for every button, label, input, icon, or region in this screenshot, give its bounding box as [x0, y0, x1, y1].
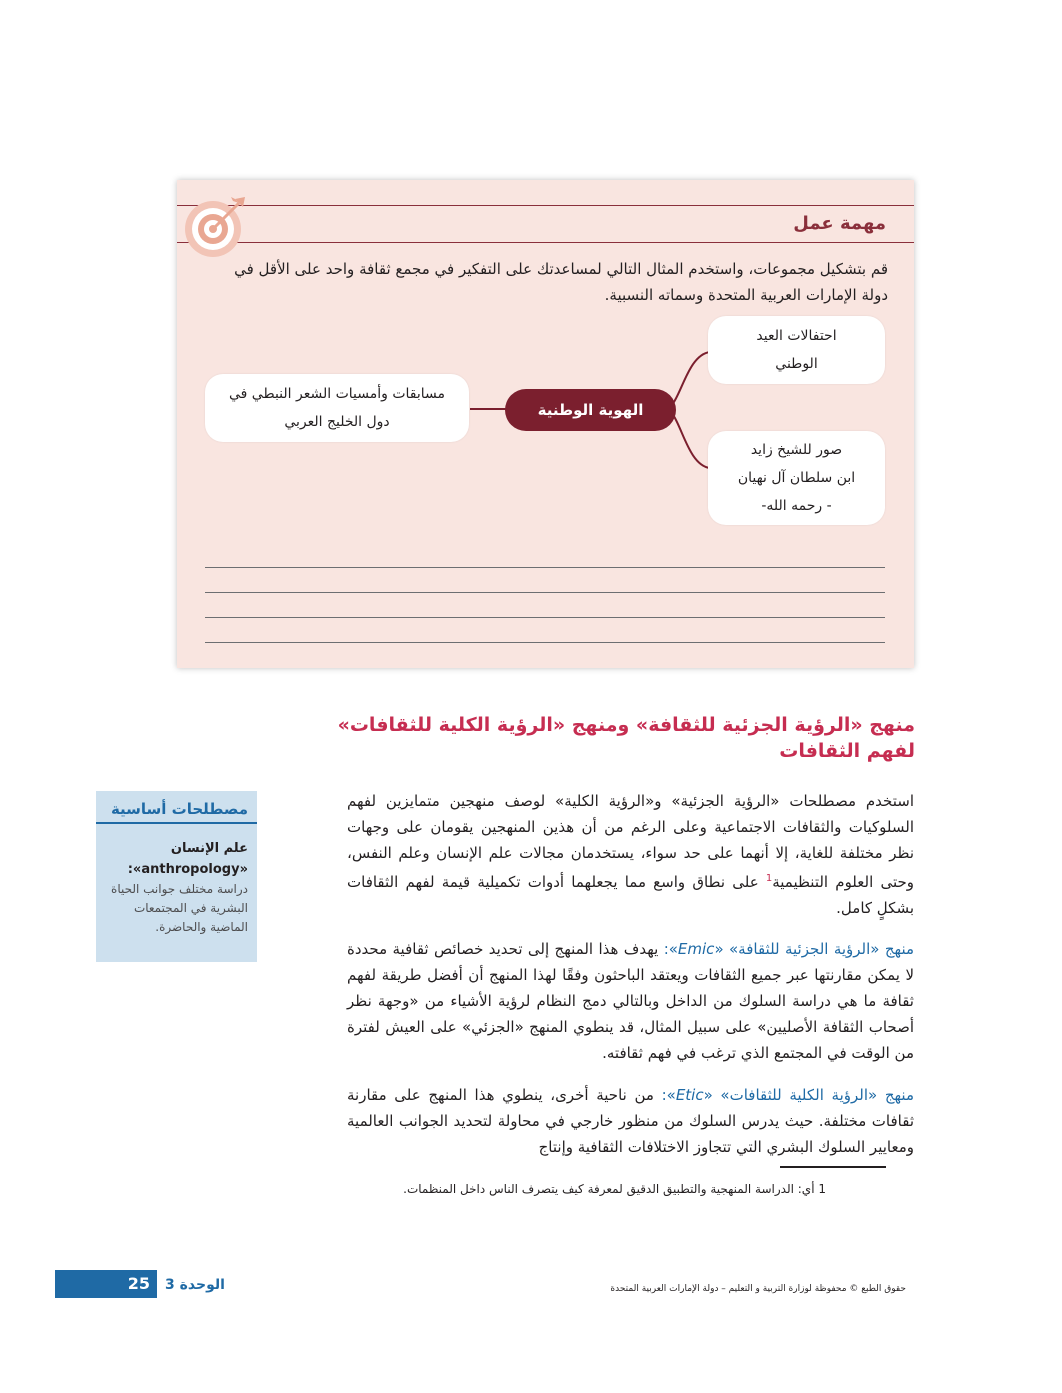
term-etic-en: Etic	[675, 1086, 704, 1104]
target-arrow-icon	[183, 193, 249, 259]
node-text-line: مسابقات وأمسيات الشعر النبطي في	[228, 386, 446, 402]
task-instructions: قم بتشكيل مجموعات، واستخدم المثال التالي لمساعدتك على التفكير في مجمع ثقافة واحد على الأقل في دولة الإمارات العربية المتحدة وسماته النسبية.	[234, 260, 888, 304]
term-emic-end: »:	[663, 940, 678, 958]
sidebar-title: مصطلحات أساسية	[110, 800, 248, 818]
node-text-line: ابن سلطان آل نهيان	[737, 470, 856, 486]
sidebar-term	[104, 838, 248, 880]
mindmap-node-nabati-poetry	[205, 374, 469, 442]
node-text-line: - رحمه الله-	[761, 498, 832, 514]
copyright-notice: حقوق الطبع © محفوظة لوزارة التربية و التعليم – دولة الإمارات العربية المتحدة	[610, 1284, 906, 1294]
mindmap-node-national-day	[708, 316, 885, 384]
term-etic: منهج «الرؤية الكلية للثقافات» «	[703, 1086, 914, 1104]
paragraph-text: على نطاق واسع مما يجعلهما أدوات تكميلية قيمة لفهم الثقافات بشكلٍ كامل.	[347, 873, 914, 917]
term-emic-en: Emic	[677, 940, 715, 958]
mindmap-node-sheikh-zayed	[708, 431, 885, 525]
mindmap-center-node: الهوية الوطنية	[505, 389, 676, 431]
answer-line[interactable]	[205, 592, 885, 593]
answer-line[interactable]	[205, 567, 885, 568]
unit-label: الوحدة 3	[165, 1277, 225, 1293]
answer-line[interactable]	[205, 642, 885, 643]
task-title: مهمة عمل	[793, 213, 886, 234]
paragraph-etic	[347, 1082, 914, 1160]
node-text-line: صور للشيخ زايد	[750, 442, 843, 458]
footnote-rule	[780, 1166, 886, 1168]
answer-line[interactable]	[205, 617, 885, 618]
node-text-line: احتفالات العيد	[756, 328, 837, 344]
term-emic: منهج «الرؤية الجزئية للثقافة» «	[714, 940, 915, 958]
paragraph-text: استخدم مصطلحات «الرؤية الجزئية» و«الرؤية الكلية» لوصف منهجين متمايزين لفهم السلوكيات والثقافات الاجتماعية وعلى الرغم من أن هذين المنهجين يقومان على وجهات نظر مختلفة للغاية، إلا أنهما على حد سواء، يستخدمان مجالات علم الإنسان وعلم النفس، وحتى العلوم التنظيمية	[347, 792, 914, 891]
paragraph-intro	[347, 788, 914, 921]
term-etic-end: »:	[661, 1086, 676, 1104]
node-text-line: دول الخليج العربي	[284, 414, 390, 430]
footnote: 1 أي: الدراسة المنهجية والتطبيق الدقيق لمعرفة كيف يتصرف الناس داخل المنظمات.	[403, 1182, 826, 1196]
page-number: 25	[127, 1274, 150, 1293]
footnote-marker[interactable]: 1	[765, 873, 773, 884]
paragraph-text: يهدف هذا المنهج إلى تحديد خصائص ثقافية محددة لا يمكن مقارنتها عبر جميع الثقافات ويعتقد الباحثون وفقًا لهذا المنهج أن أفضل طريقة لفهم ثقافة ما هي دراسة السلوك من الداخل وبالتالي دمج النظام لرؤية الأشياء من «وجهة نظر أصحاب الثقافة الأصليين» على سبيل المثال، قد ينطوي المنهج «الجزئي» على العيش لفترة من الوقت في المجتمع الذي ترغب في فهم ثقافته.	[347, 940, 914, 1062]
task-top-rule	[177, 205, 914, 206]
paragraph-text: من ناحية أخرى، ينطوي هذا المنهج على مقارنة ثقافات مختلفة. حيث يدرس السلوك من منظور خارجي في محاولة لتحديد الجوانب العالمية ومعايير السلوك البشري التي تتجاوز الاختلافات الثقافية وإنتاج	[347, 1086, 914, 1156]
sidebar-definition: دراسة مختلف جوانب الحياة البشرية في المجتمعات الماضية والحاضرة.	[111, 882, 248, 934]
node-text-line: الوطني	[775, 356, 818, 372]
paragraph-emic	[347, 936, 914, 1066]
term-arabic: علم الإنسان	[170, 841, 248, 856]
term-english: «anthropology»:	[127, 862, 248, 877]
sidebar-rule	[96, 822, 257, 824]
task-title-rule	[177, 242, 914, 243]
section-heading: منهج «الرؤية الجزئية للثقافة» ومنهج «الرؤية الكلية للثقافات» لفهم الثقافات	[337, 714, 915, 762]
